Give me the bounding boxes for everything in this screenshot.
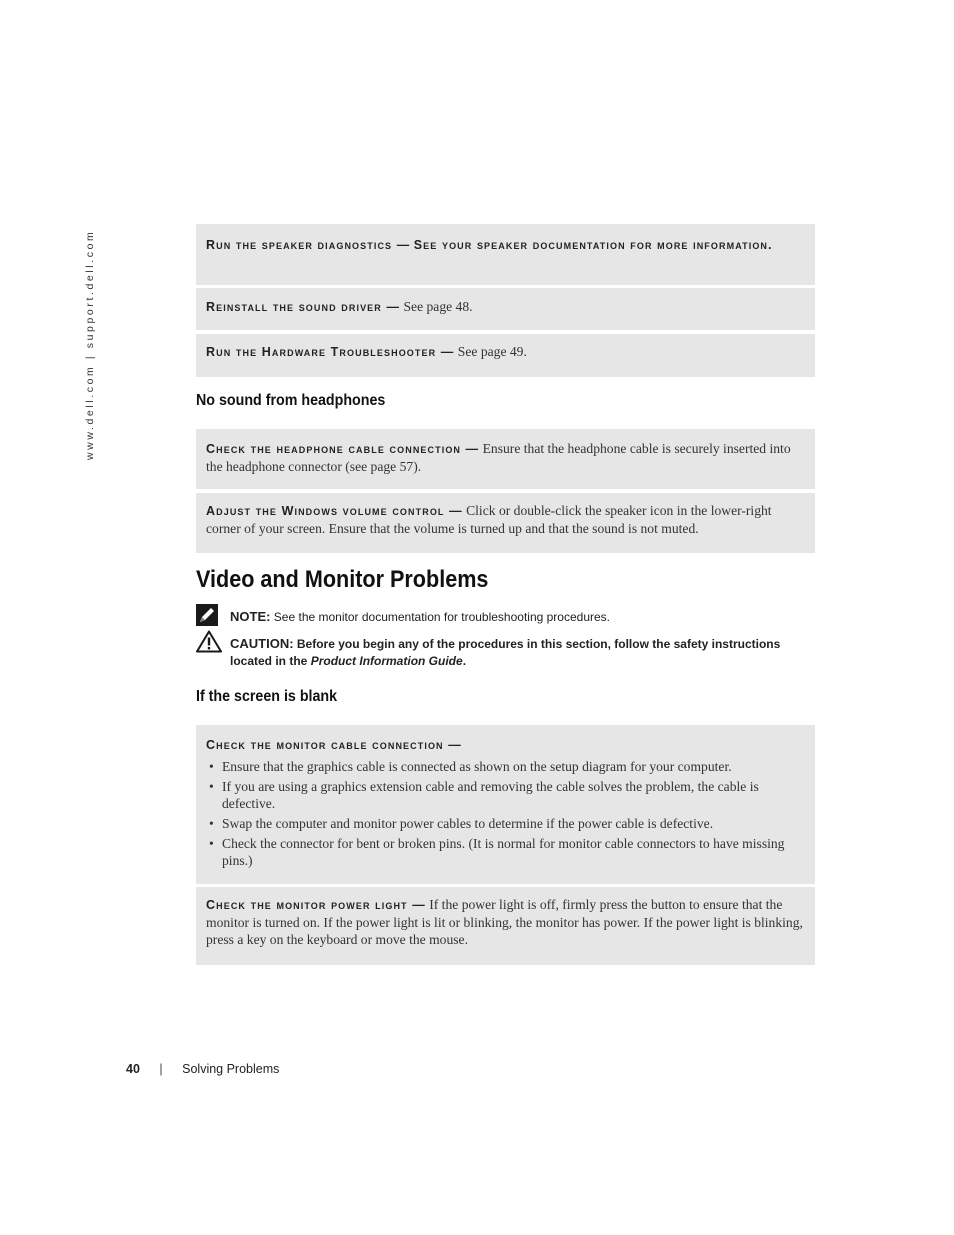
tip-text: Click or double-click the speaker icon in the lower-right corner of your screen. Ensure that the volume is turned up and that the sound is not muted. <box>206 503 772 536</box>
tip-title: Adjust the Windows volume control — <box>206 504 463 518</box>
tip-box-hardware-troubleshooter <box>196 334 815 377</box>
note <box>230 608 810 626</box>
tip-title: Check the monitor cable connection — <box>206 738 462 752</box>
blank-screen-heading: If the screen is blank <box>196 688 338 705</box>
caution <box>230 635 810 670</box>
footer-section: Solving Problems <box>182 1062 280 1076</box>
page-number: 40 <box>126 1062 140 1076</box>
tip-title: Run the speaker diagnostics — <box>206 238 411 252</box>
tip-text: See page 49. <box>457 344 527 359</box>
tip-text: Ensure that the headphone cable is securely inserted into the headphone connector (see page 57). <box>206 441 791 474</box>
footer-separator: | <box>159 1062 163 1076</box>
tip-title-continued: See your speaker documentation for more information. <box>413 238 773 252</box>
monitor-cable-list <box>206 758 805 869</box>
caution-triangle-icon <box>196 630 222 658</box>
tip-box-windows-volume <box>196 493 815 553</box>
tip-box-headphone-cable <box>196 429 815 489</box>
page-footer <box>126 1062 279 1076</box>
tip-text: See page 48. <box>403 299 473 314</box>
caution-label: CAUTION: <box>230 636 294 651</box>
tip-title: Reinstall the sound driver — <box>206 300 401 314</box>
tip-box-monitor-power-light <box>196 887 815 965</box>
tip-box-reinstall-driver <box>196 288 815 330</box>
caution-guide-title: Product Information Guide <box>310 654 463 668</box>
caution-text: Before you begin any of the procedures in this section, follow the safety instructions located in the <box>230 637 781 668</box>
side-url: www.dell.com | support.dell.com <box>84 229 96 460</box>
note-text: See the monitor documentation for troubleshooting procedures. <box>273 610 611 624</box>
caution-end: . <box>462 654 467 668</box>
tip-box-monitor-cable <box>196 725 815 884</box>
tip-title: Check the headphone cable connection — <box>206 442 480 456</box>
note-pencil-icon <box>196 604 218 631</box>
tip-title: Check the monitor power light — <box>206 898 426 912</box>
section-title: Video and Monitor Problems <box>196 566 489 593</box>
list-item: • If you are using a graphics extension cable and removing the cable solves the problem, the cable is defective. <box>206 778 805 812</box>
headphones-heading: No sound from headphones <box>196 392 386 409</box>
tip-title: Run the Hardware Troubleshooter — <box>206 345 455 359</box>
list-item: • Check the connector for bent or broken pins. (It is normal for monitor cable connectors to have missing pins.) <box>206 835 805 869</box>
tip-box-speaker-diagnostics <box>196 224 815 285</box>
tip-text: If the power light is off, firmly press the button to ensure that the monitor is turned on. If the power light is lit or blinking, the monitor has power. If the power light is blinking, press a key on the keyboard or move the mouse. <box>206 897 803 947</box>
list-item: • Ensure that the graphics cable is connected as shown on the setup diagram for your computer. <box>206 758 805 775</box>
list-item: • Swap the computer and monitor power cables to determine if the power cable is defective. <box>206 815 805 832</box>
note-label: NOTE: <box>230 609 271 624</box>
